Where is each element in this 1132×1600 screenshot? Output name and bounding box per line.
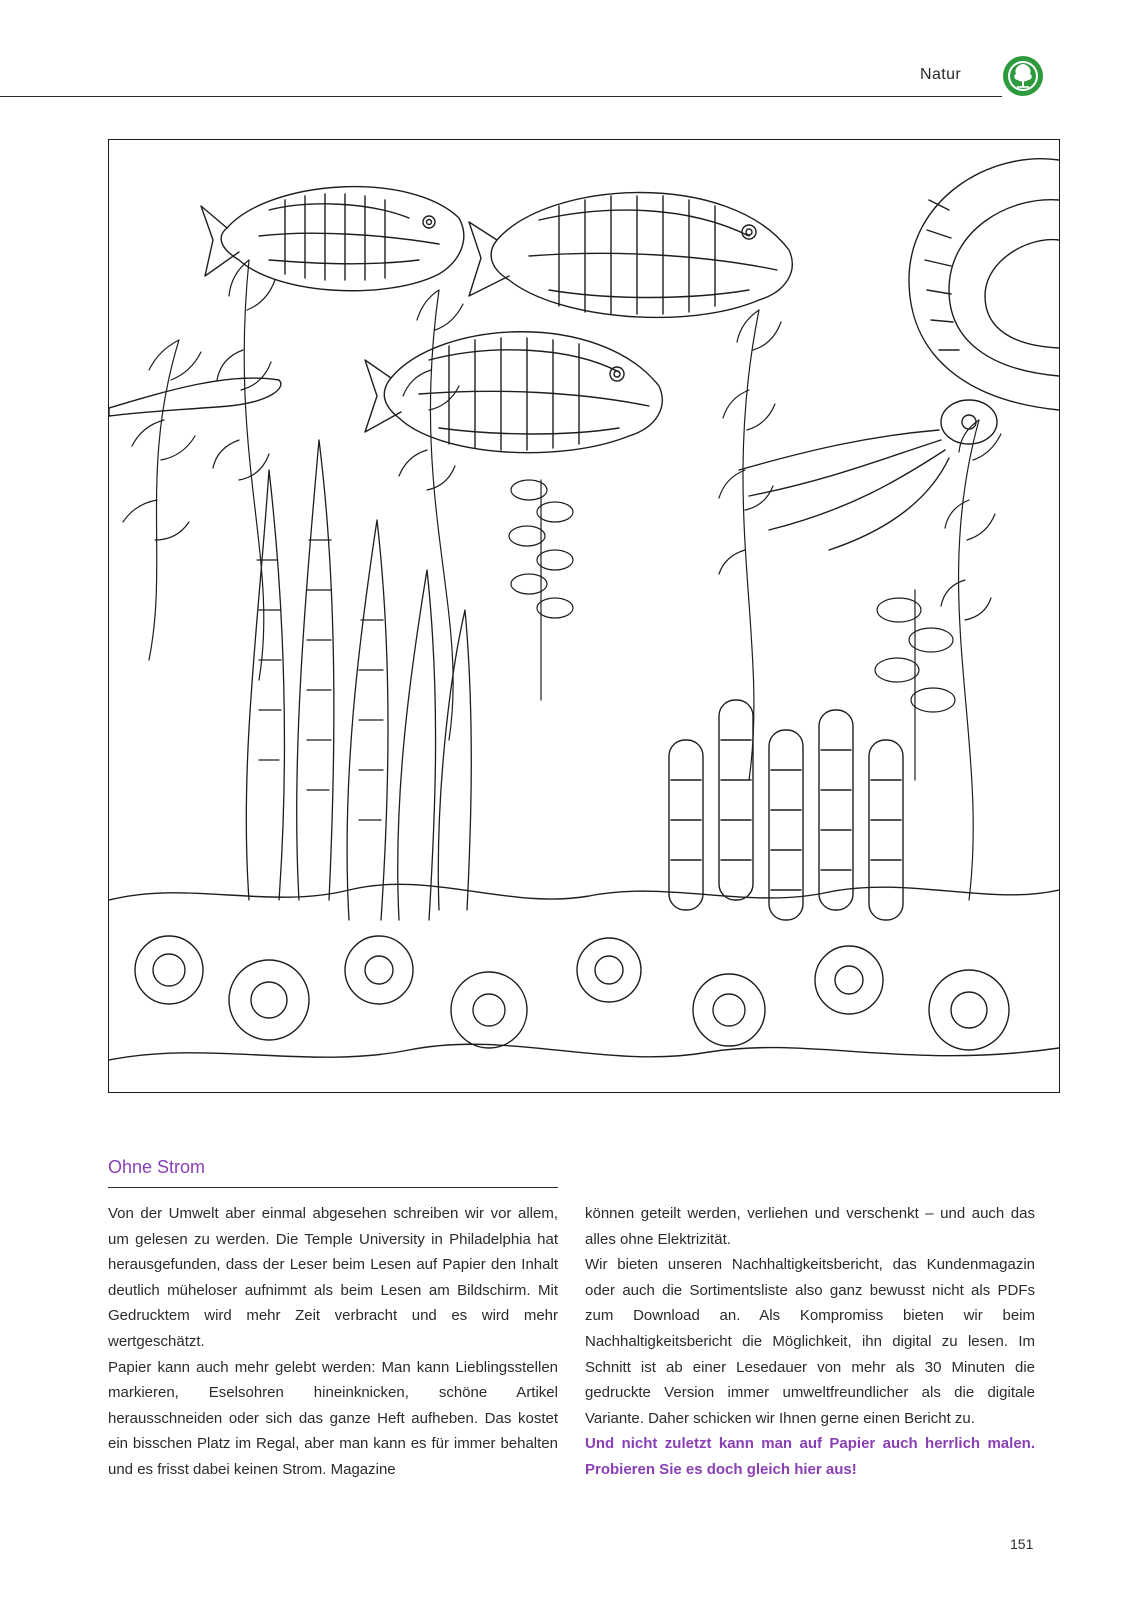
reef-floor	[109, 884, 1059, 1060]
left-column	[108, 1201, 558, 1483]
article-title: Ohne Strom	[108, 1157, 206, 1177]
paragraph: Von der Umwelt aber einmal abgesehen schreiben wir vor allem, um gelesen zu werden. Die Temple University in Philadelphia hat herausgefunden, dass der Leser beim Lesen auf Papier den Inhalt deutlich müheloser aufnimmt als beim Lesen am Bildschirm. Mit Gedrucktem wird mehr Zeit verbracht und es wird mehr wertgeschätzt.	[108, 1205, 558, 1350]
paragraph: können geteilt werden, verliehen und verschenkt – und auch das alles ohne Elektrizität.	[585, 1205, 1035, 1248]
fish-top-left	[201, 187, 464, 291]
fish-middle	[365, 332, 662, 453]
right-column	[585, 1201, 1035, 1483]
header-rule	[0, 96, 1002, 97]
page-number: 151	[1010, 1536, 1034, 1552]
paragraph: Wir bieten unseren Nachhaltigkeitsbericht, das Kundenmagazin oder auch die Sortimentsliste also ganz bewusst nicht als PDFs zum Download an. Als Kompromiss bieten wir beim Nachhaltigkeitsbericht die Möglichkeit, ihn digital zu lesen. Im Schnitt ist ab einer Lesedauer von mehr als 30 Minuten die gedruckte Version immer umweltfreundlicher als die digitale Variante. Daher schicken wir Ihnen gerne einen Bericht zu.	[585, 1256, 1035, 1427]
section-label: Natur	[920, 66, 962, 83]
nautilus	[739, 159, 1059, 550]
underwater-coloring-illustration	[108, 139, 1060, 1093]
closing-highlight: Und nicht zuletzt kann man auf Papier auch herrlich malen. Probieren Sie es doch gleich hier aus!	[585, 1435, 1035, 1478]
paragraph: Papier kann auch mehr gelebt werden: Man kann Lieblingsstellen markieren, Eselsohren hineinknicken, schöne Artikel herausschneiden oder sich das ganze Heft aufheben. Das kostet ein bisschen Platz im Regal, aber man kann es für immer behalten und es frisst dabei keinen Strom. Magazine	[108, 1358, 558, 1478]
tall-grass	[246, 440, 471, 920]
tree-seal-icon	[1002, 55, 1044, 97]
fish-top-right	[469, 193, 792, 318]
title-rule	[108, 1187, 558, 1188]
